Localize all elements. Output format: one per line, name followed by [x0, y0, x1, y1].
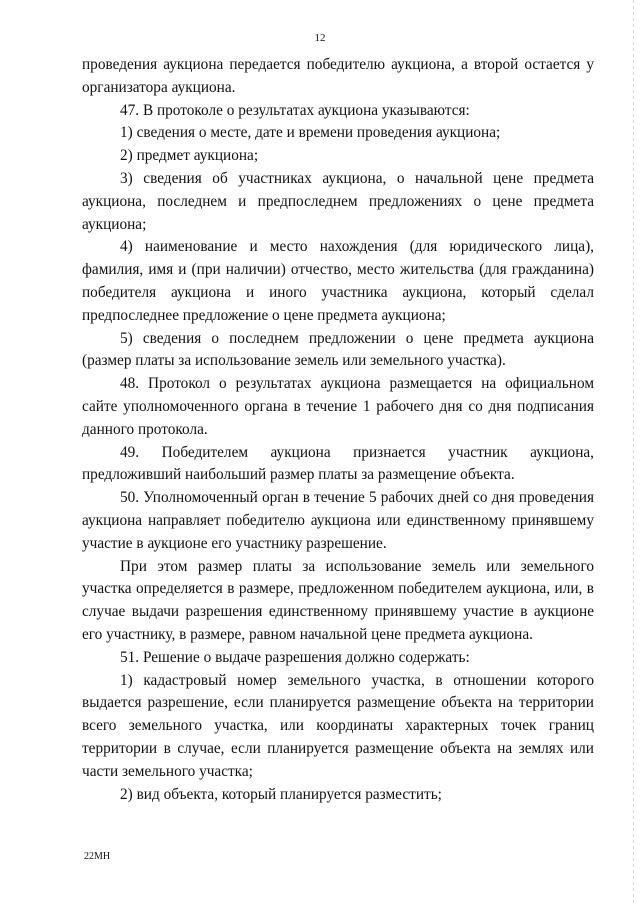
paragraph: 3) сведения об участниках аукциона, о начальной цене предмета аукциона, последнем и предпоследнем предложениях о цене предмета аукциона; — [82, 169, 594, 233]
paragraph: 1) кадастровый номер земельного участка, в отношении которого выдается разрешение, если планируется размещение объекта на территории всего земельного участка, или координаты характерных точек границ территории в случае, если планируется размещение объекта на землях или части земельного участка; — [82, 671, 594, 780]
paragraph: проведения аукциона передается победителю аукциона, а второй остается у организатора аукциона. — [82, 56, 594, 96]
paragraph: 5) сведения о последнем предложении о цене предмета аукциона (размер платы за использование земель или земельного участка). — [82, 329, 594, 370]
paragraph: 51. Решение о выдаче разрешения должно содержать: — [120, 648, 470, 666]
paragraph: 48. Протокол о результатах аукциона размещается на официальном сайте уполномоченного органа в течение 1 рабочего дня со дня подписания данного протокола. — [82, 375, 594, 438]
paragraph: 50. Уполномоченный орган в течение 5 рабочих дней со дня проведения аукциона направляет победителю аукциона или единственному принявшему участие в аукционе его участнику разрешение. — [82, 489, 594, 552]
paragraph: При этом размер платы за использование земель или земельного участка определяется в размере, предложенном победителем аукциона, или, в случае выдачи разрешения единственному принявшему участие в аукционе его участнику, в размере, равном начальной цене предмета аукциона. — [82, 557, 594, 643]
paragraph: 4) наименование и место нахождения (для юридического лица), фамилия, имя и (при наличии) отчество, место жительства (для гражданина) победителя аукциона и иного участника аукциона, который сделал предпоследнее предложение о цене предмета аукциона; — [82, 238, 594, 324]
paragraph: 1) сведения о месте, дате и времени проведения аукциона; — [120, 124, 501, 142]
footer-document-code: 22МН — [84, 851, 111, 862]
page-number: 12 — [314, 32, 326, 44]
paragraph: 2) предмет аукциона; — [120, 147, 259, 165]
paragraph: 49. Победителем аукциона признается участник аукциона, предложивший наибольший размер платы за размещение объекта. — [82, 443, 594, 484]
paragraph: 47. В протоколе о результатах аукциона указываются: — [120, 101, 470, 119]
scan-edge-decoration — [633, 0, 634, 905]
document-body — [82, 54, 594, 806]
paragraph: 2) вид объекта, который планируется разместить; — [120, 785, 442, 803]
